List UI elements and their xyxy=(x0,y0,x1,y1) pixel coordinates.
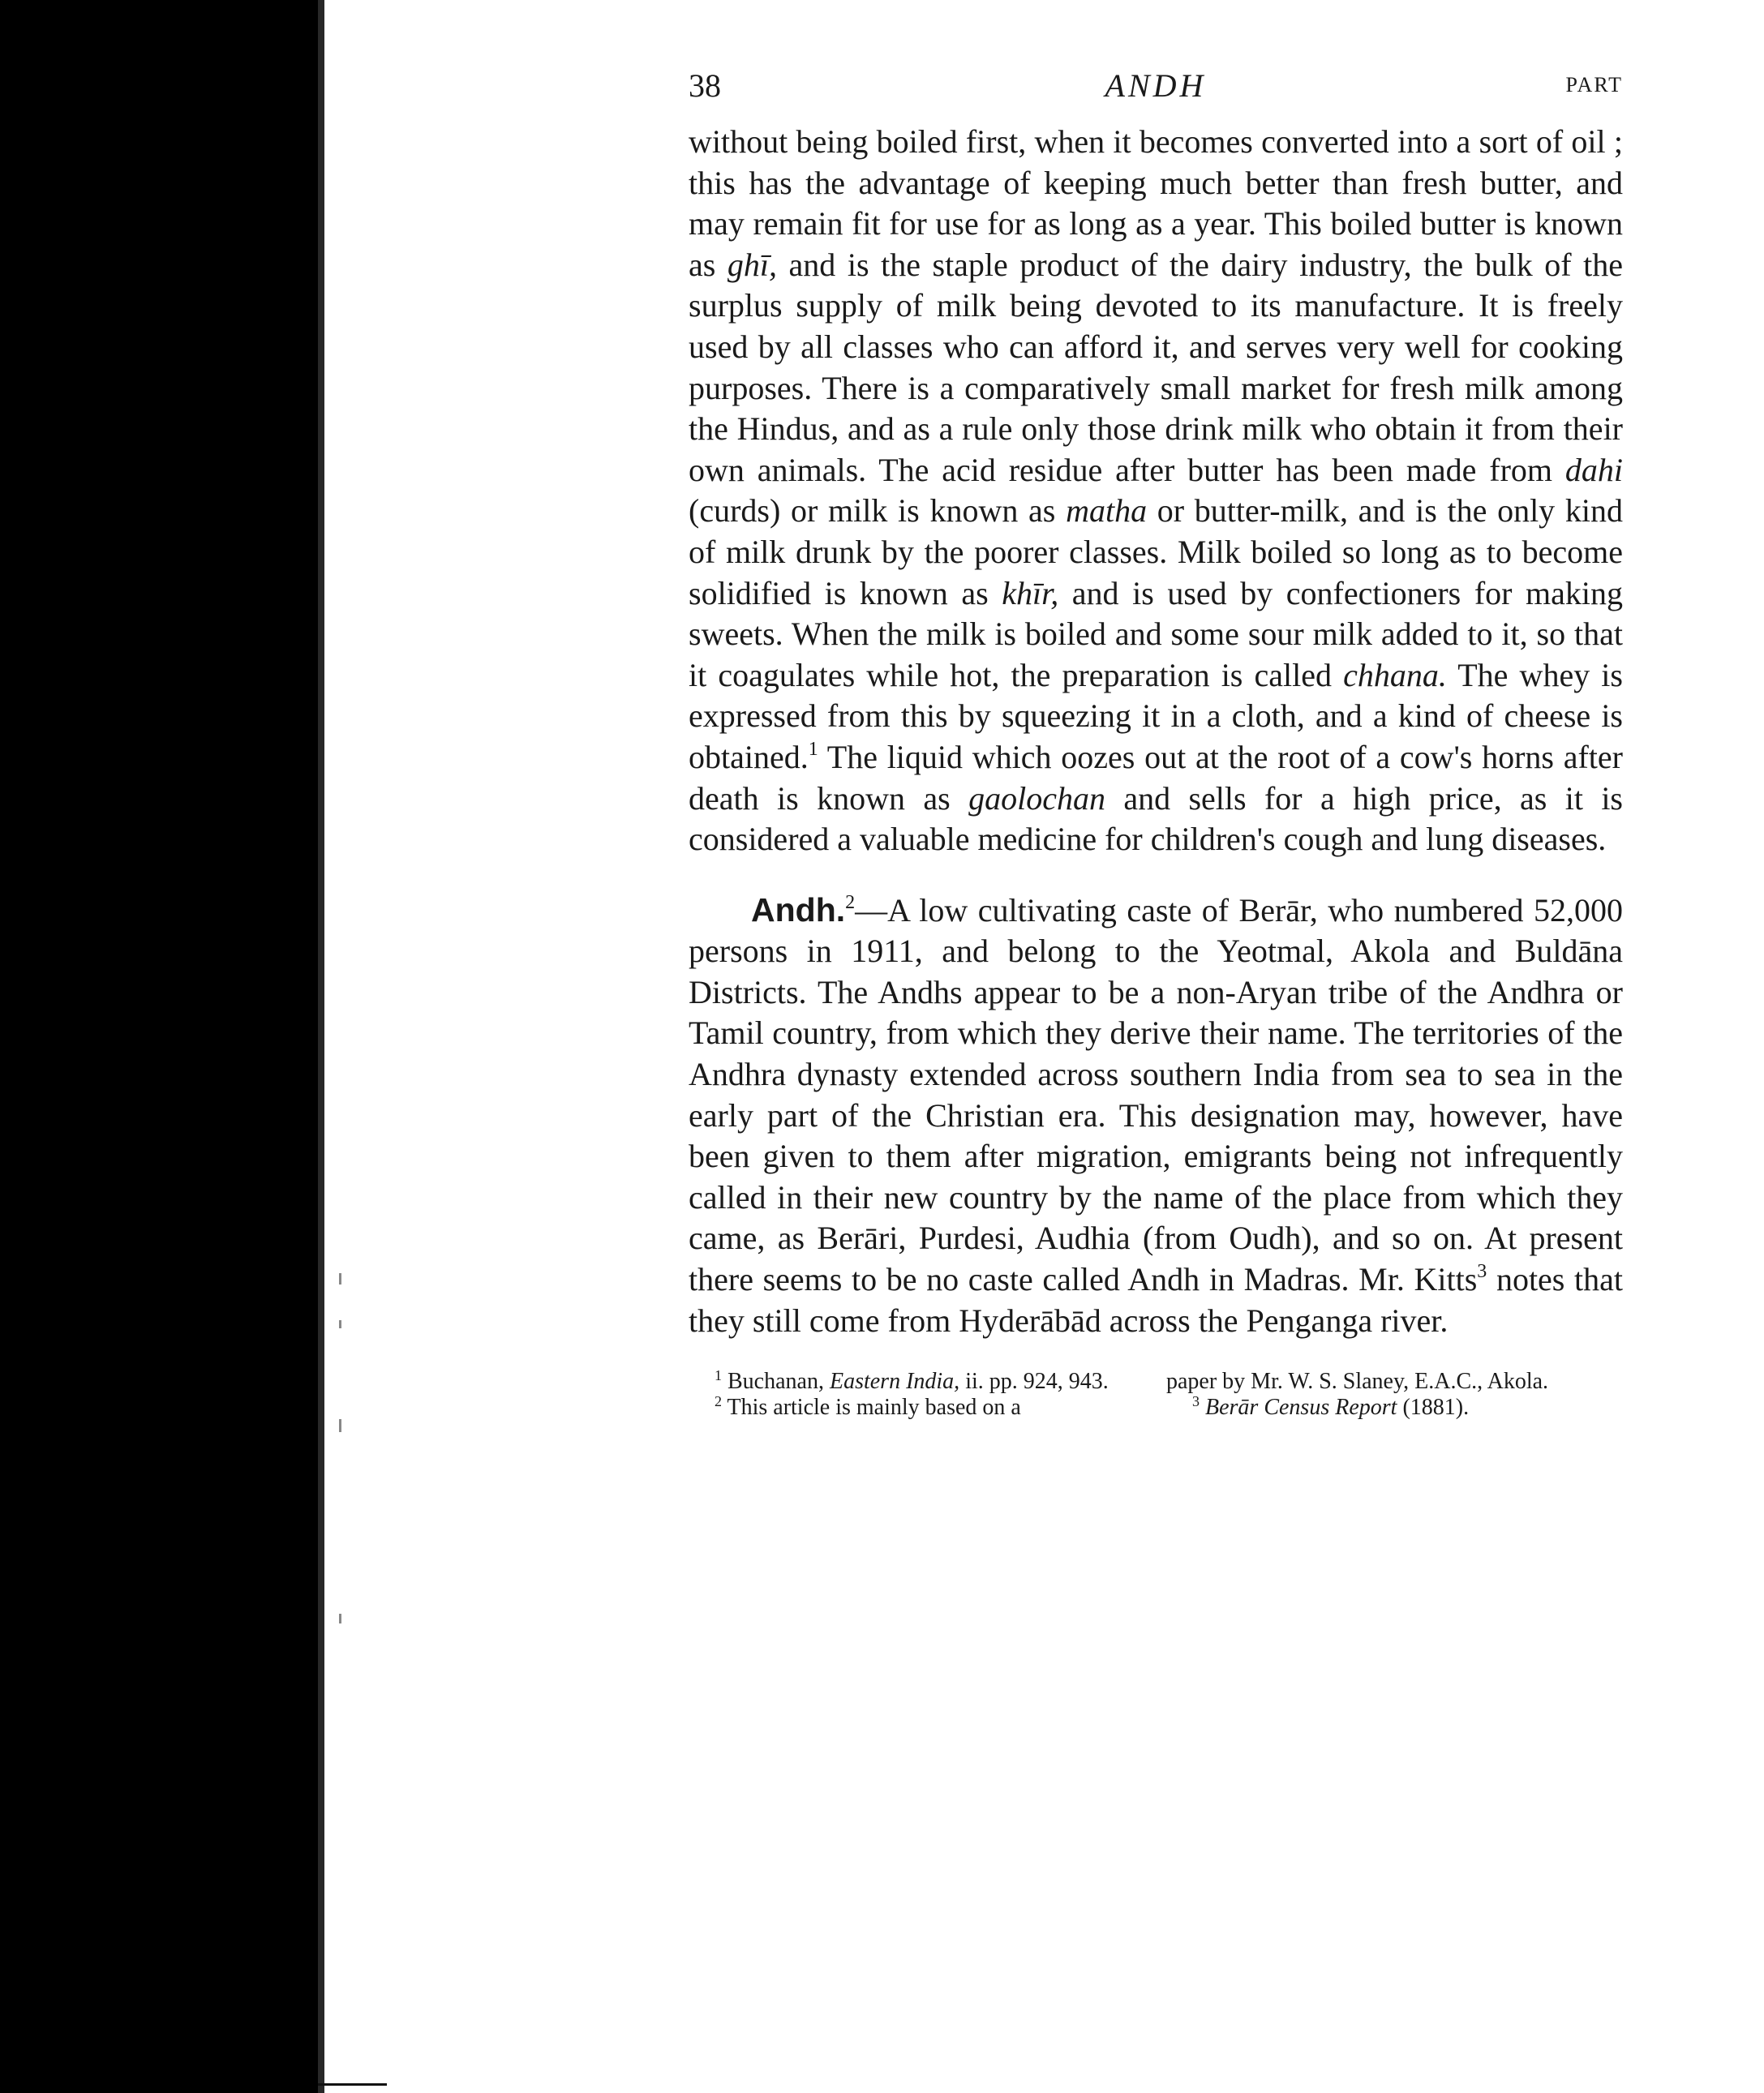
text-run: ii. pp. 924, 943. xyxy=(959,1369,1109,1395)
footnote-2-continued xyxy=(1166,1369,1623,1395)
footnote-ref-1: 1 xyxy=(808,738,818,760)
scan-speck xyxy=(339,1419,341,1432)
term-gaolochan: gaolochan xyxy=(968,779,1105,817)
scan-speck xyxy=(339,1273,341,1285)
footnote-3 xyxy=(1166,1395,1623,1421)
text-run: and is the staple product of the dairy industry, the bulk of the surplus supply of milk being devoted to its manufacture. It is freely used by all classes who can afford it, and serves very well for cooking purposes. There is a comparatively small market for fresh milk among the Hindus, and as a rule only those drink milk who obtain it from their own animals. The acid residue after butter has been made from xyxy=(689,246,1623,488)
footnote-1 xyxy=(689,1369,1130,1395)
footnotes xyxy=(689,1369,1623,1421)
footnote-mark: 3 xyxy=(1192,1393,1200,1410)
footnote-2 xyxy=(689,1395,1130,1421)
binding-gutter-line xyxy=(318,0,324,2093)
footnote-mark: 1 xyxy=(715,1367,722,1384)
page-number: 38 xyxy=(689,67,721,104)
text-run: The liquid which oozes out at the root of a cow's horns after death is known as xyxy=(689,738,1623,817)
term-dahi: dahi xyxy=(1564,451,1623,488)
footnote-title: Berār Census Report xyxy=(1205,1395,1397,1421)
scan-binding-edge xyxy=(0,0,318,2093)
entry-heading: Andh. xyxy=(751,890,846,929)
term-matha: matha xyxy=(1066,492,1148,530)
footnote-ref-3: 3 xyxy=(1477,1261,1487,1283)
scan-speck xyxy=(339,1320,341,1328)
paragraph-andh xyxy=(689,890,1623,1342)
text-run: (1881). xyxy=(1397,1395,1470,1421)
paragraph-dairy xyxy=(689,122,1623,860)
text-run: or butter-milk, and is the only kind of milk drunk by the poorer classes. Milk boiled so long as to become solidified is known as xyxy=(689,492,1624,611)
footnotes-right-column xyxy=(1166,1369,1623,1421)
book-page xyxy=(689,49,1623,1421)
term-khir: khīr, xyxy=(1002,574,1059,611)
text-run: The whey is expressed from this by squeezing it in a cloth, and a kind of cheese is obtained. xyxy=(689,656,1623,775)
footnote-ref-2: 2 xyxy=(845,891,856,913)
footnote-title: Eastern India, xyxy=(829,1369,960,1395)
footnote-mark: 2 xyxy=(715,1393,722,1410)
text-run: and is used by confectioners for making sweets. When the milk is boiled and some sour milk added to it, so that it coagulates while hot, the preparation is called xyxy=(689,574,1623,693)
footnotes-left-column xyxy=(689,1369,1130,1421)
text-run: paper by Mr. W. S. Slaney, E.A.C., Akola. xyxy=(1166,1369,1549,1395)
binding-foot-line xyxy=(318,2083,387,2086)
term-ghi: ghī, xyxy=(727,246,777,283)
text-run: (curds) or milk is known as xyxy=(689,492,1067,530)
term-chhana: chhana. xyxy=(1343,656,1447,693)
scan-speck xyxy=(339,1614,341,1623)
running-part-label: PART xyxy=(1565,73,1623,97)
text-run: notes that they still come from Hyderābād across the Penganga river. xyxy=(689,1261,1623,1339)
text-run: and sells for a high price, as it is considered a valuable medicine for children's cough and lung diseases. xyxy=(689,779,1624,858)
text-run: This article is mainly based on a xyxy=(722,1395,1021,1421)
text-run: —A low cultivating caste of Berār, who numbered 52,000 persons in 1911, and belong to the Yeotmal, Akola and Buldāna Districts. The Andhs appear to be a non-Aryan tribe of the Andhra or Tamil country, from which they derive their name. The territories of the Andhra dynasty extended across southern India from sea to sea in the early part of the Christian era. This designation may, however, have been given to them after migration, emigrants being not infrequently called in their new country by the name of the place from which they came, as Berāri, Purdesi, Audhia (from Oudh), and so on. At present there seems to be no caste called Andh in Madras. Mr. Kitts xyxy=(689,891,1623,1298)
running-head xyxy=(689,49,1623,122)
running-title: ANDH xyxy=(1105,67,1207,104)
text-run: Buchanan, xyxy=(722,1369,830,1395)
text-run: without being boiled first, when it becomes converted into a sort of oil ; this has the advantage of keeping much better than fresh butter, and may remain fit for use for as long as a year. This boiled butter is known as xyxy=(689,123,1623,283)
